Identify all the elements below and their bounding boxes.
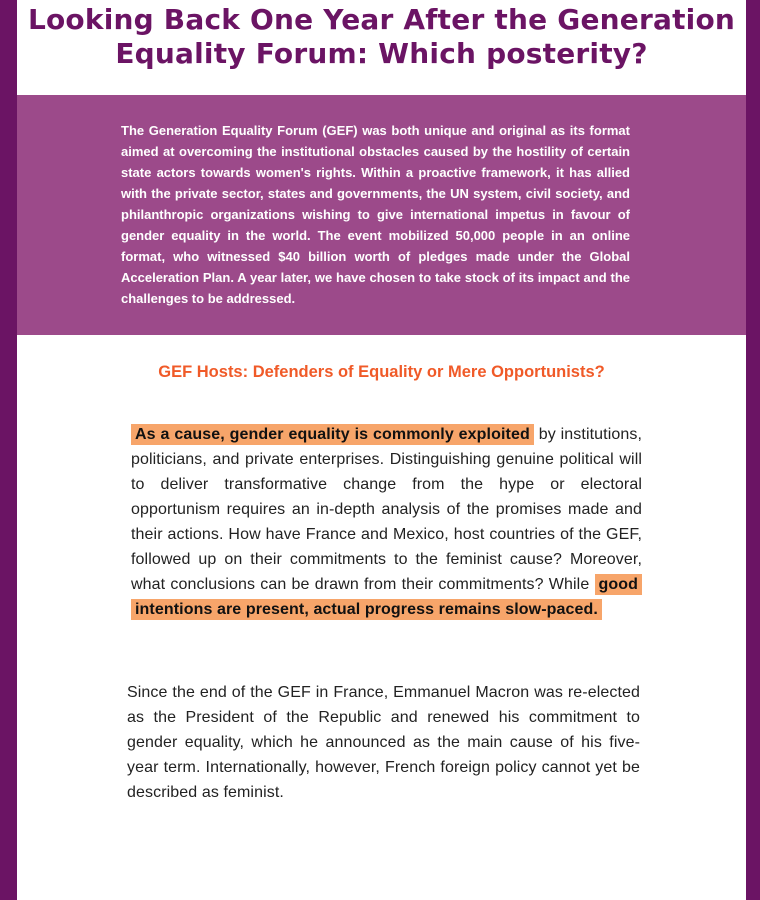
section-heading: GEF Hosts: Defenders of Equality or Mere Opportunists? (158, 363, 605, 381)
document-page (17, 0, 746, 900)
paragraph-2: Since the end of the GEF in France, Emmanuel Macron was re-elected as the President of the Republic and renewed his commitment to gender equality, which he announced as the main cause of his five-year term. Internationally, however, French foreign policy cannot yet be described as feminist. (127, 684, 640, 801)
highlighted-phrase: As a cause, gender equality is commonly exploited (131, 424, 534, 445)
paragraph-1-body: by institutions, politicians, and private enterprises. Distinguishing genuine political will to deliver transformative change from the hype or electoral opportunism requires an in-depth analysis of the promises made and their actions. How have France and Mexico, host countries of the GEF, followed up on their commitments to the feminist cause? Moreover, what conclusions can be drawn from their commitments? While (131, 426, 642, 593)
highlighted-phrase: good intentions are present, actual progress remains slow-paced. (131, 574, 642, 620)
paragraph-1 (131, 422, 642, 622)
page-title: Looking Back One Year After the Generation Equality Forum: Which posterity? (27, 2, 736, 70)
intro-text: The Generation Equality Forum (GEF) was both unique and original as its format aimed at overcoming the institutional obstacles caused by the hostility of certain state actors towards women's rights. Within a proactive framework, it has allied with the private sector, states and governments, the UN system, civil society, and philanthropic organizations wishing to give international impetus in favour of gender equality in the world. The event mobilized 50,000 people in an online format, who witnessed $40 billion worth of pledges made under the Global Acceleration Plan. A year later, we have chosen to take stock of its impact and the challenges to be addressed. (121, 123, 630, 306)
